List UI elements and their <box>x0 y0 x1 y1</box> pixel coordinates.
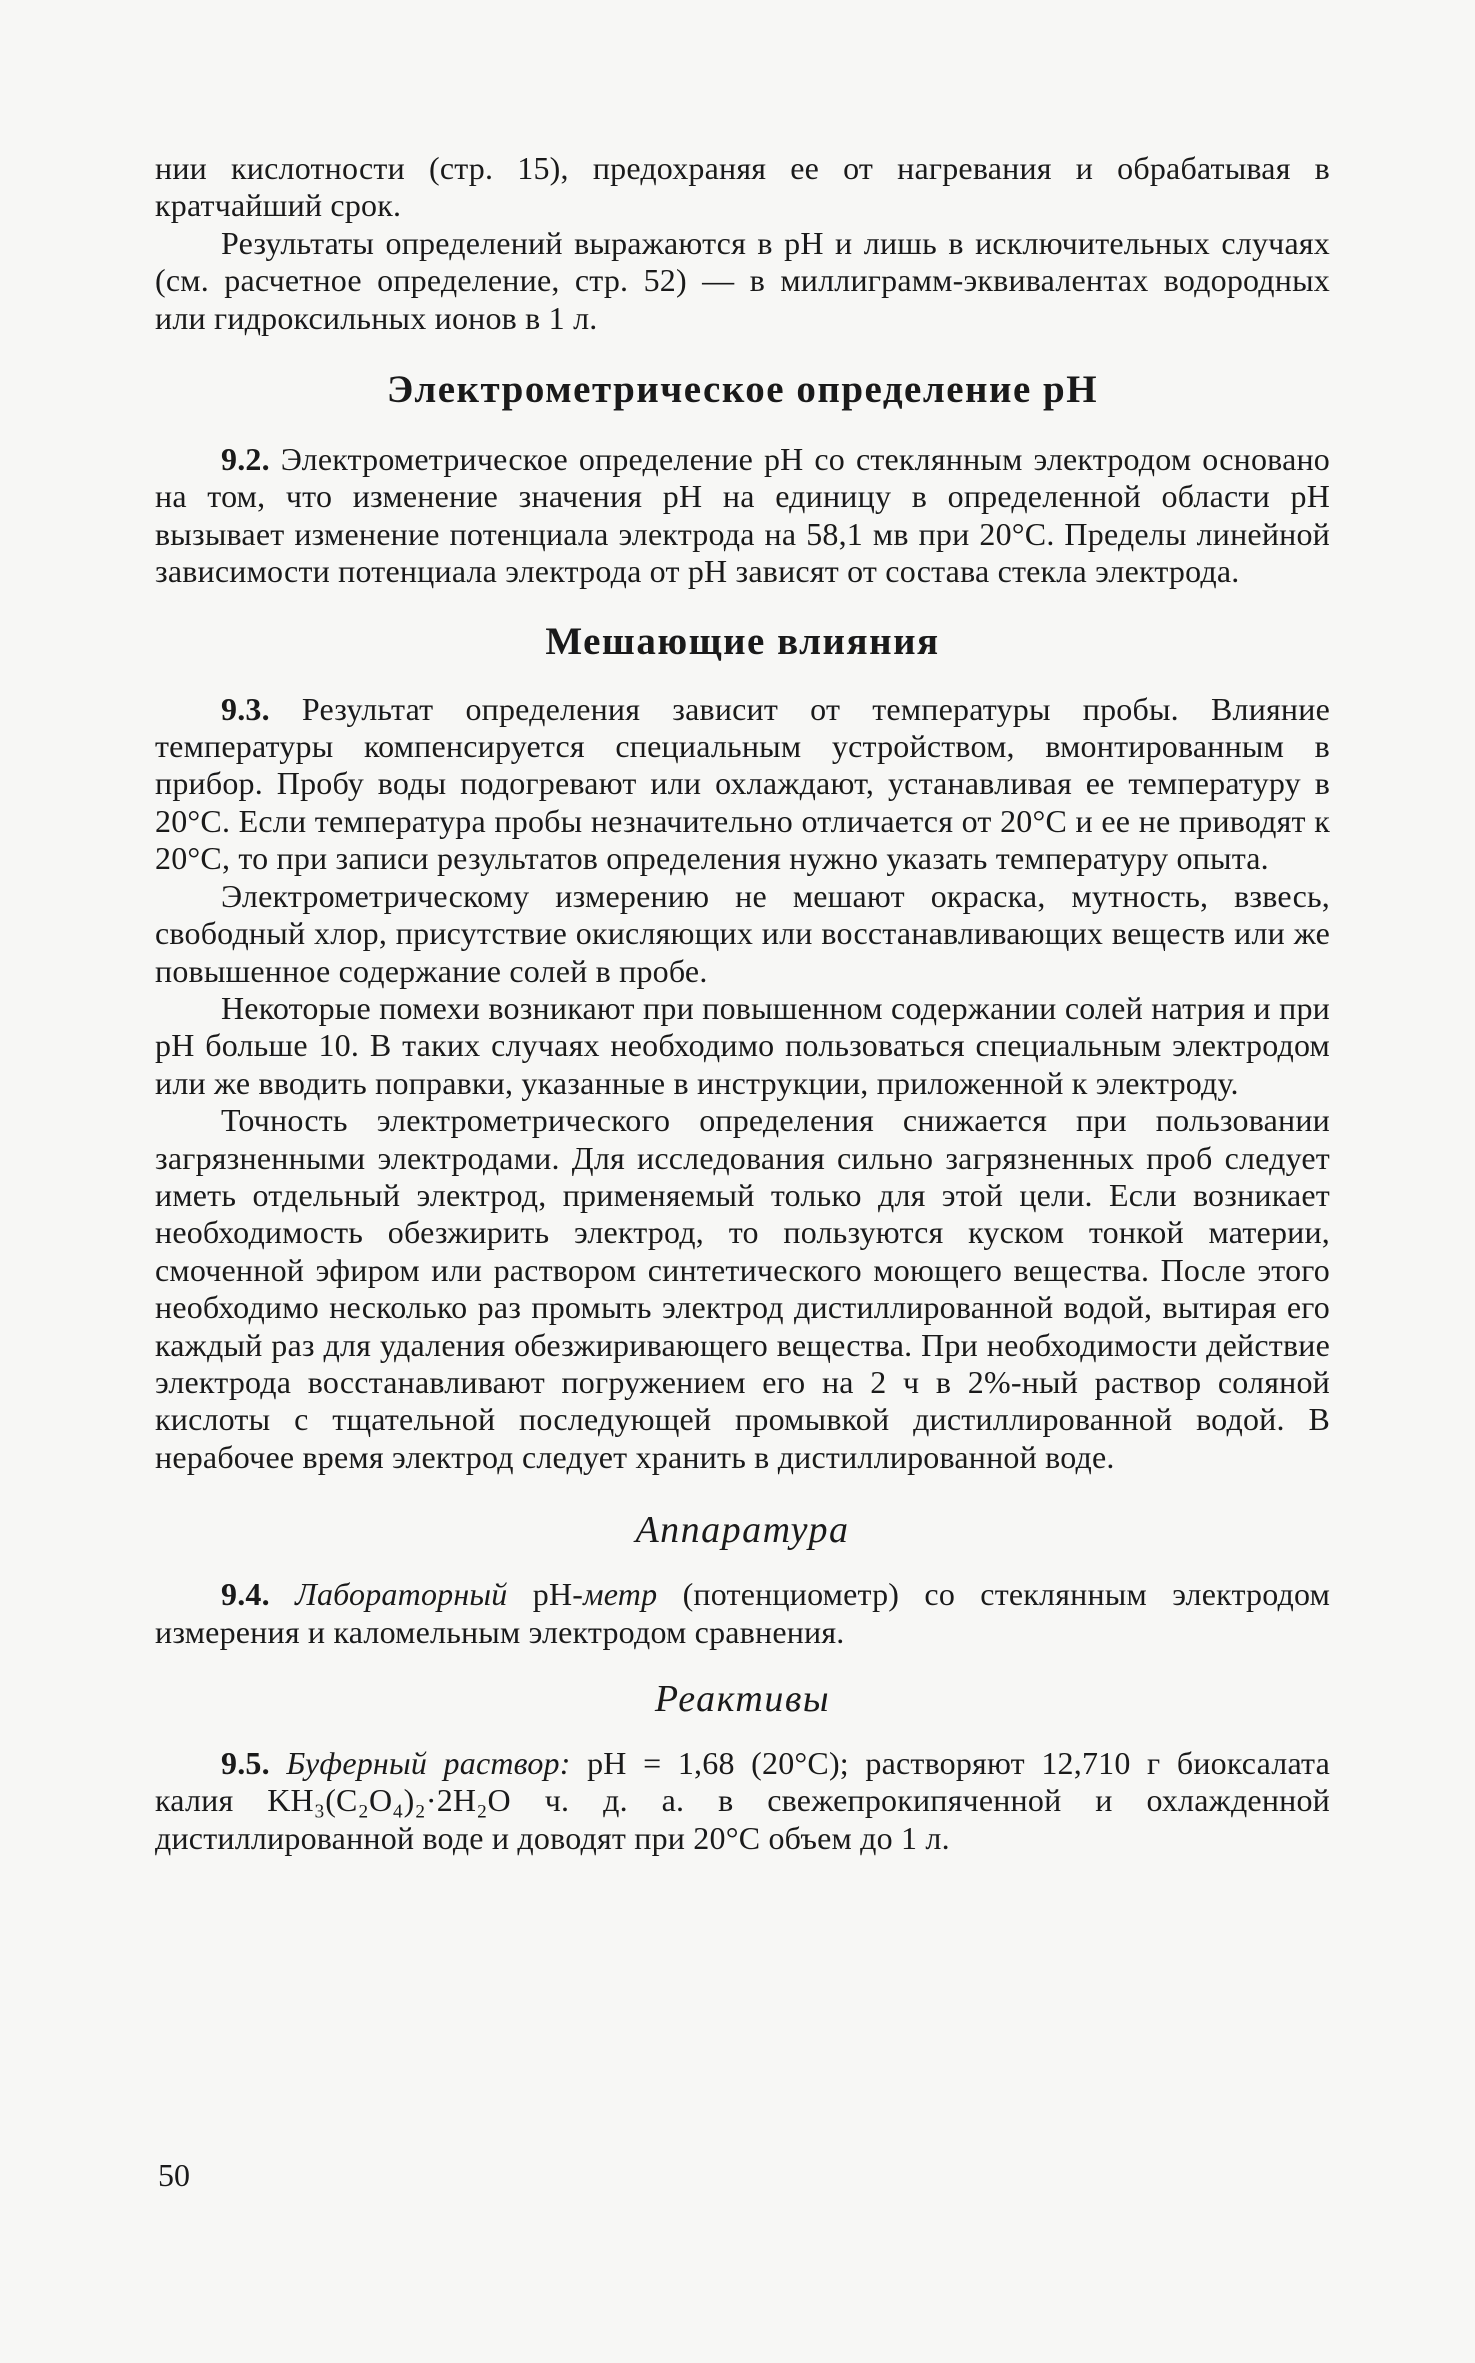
section-heading-electrometric: Электрометрическое определение pH <box>386 368 1099 412</box>
page-number: 50 <box>158 2157 190 2193</box>
paragraph-interference-2: Электрометрическому измерению не мешают окраска, мутность, взвесь, свободный хлор, присутствие окисляющих или восстанавливающих веществ или же повышенное содержание солей в пробе. <box>155 877 1330 989</box>
section-heading-interference: Мешающие влияния <box>545 619 940 663</box>
paragraph-9-2-text: Электрометрическое определение pH со стеклянным электродом основано на том, что изменение значения pH на единицу в определенной области pH вызывает изменение потенциала электрода на 58,1 мв при 20°С. Пределы линейной зависимости потенциала электрода от pH зависят от состава стекла электрода. <box>155 441 1330 590</box>
section-number-9-4: 9.4. <box>221 1576 270 1613</box>
paragraph-9-5-text: pH = 1,68 (20°С); растворяют 12,710 г биоксалата калия KH₃(C₂O₄)₂·2H₂O ч. д. а. в свежепрокипяченной и охлажденной дистиллированной воде и доводят при 20°С объем до 1 л. <box>155 1745 1331 1856</box>
section-number-9-2: 9.2. <box>221 441 270 478</box>
reagent-term: Буферный раствор: <box>286 1745 571 1781</box>
section-number-9-5: 9.5. <box>221 1745 270 1781</box>
section-heading-apparatus: Аппаратура <box>635 1509 850 1552</box>
intro-paragraph-1: нии кислотности (стр. 15), предохраняя ее от нагревания и обрабатывая в кратчайший срок. <box>155 150 1330 224</box>
page-content <box>155 150 1330 1857</box>
section-heading-reagents: Реактивы <box>654 1678 831 1720</box>
paragraph-9-3 <box>155 691 1330 878</box>
apparatus-term-1: Лабораторный <box>295 1576 508 1613</box>
section-number-9-3: 9.3. <box>221 690 270 727</box>
intro-paragraph-2: Результаты определений выражаются в pH и лишь в исключительных случаях (см. расчетное определение, стр. 52) — в миллиграмм-эквивалентах водородных или гидроксильных ионов в 1 л. <box>155 224 1330 336</box>
paragraph-interference-4: Точность электрометрического определения снижается при пользовании загрязненными электродами. Для исследования сильно загрязненных проб следует иметь отдельный электрод, применяемый только для этой цели. Если возникает необходимость обезжирить электрод, то пользуются куском тонкой материи, смоченной эфиром или раствором синтетического моющего вещества. После этого необходимо несколько раз промыть электрод дистиллированной водой, вытирая его каждый раз для удаления обезжиривающего вещества. При необходимости действие электрода восстанавливают погружением его на 2 ч в 2%-ный раствор соляной кислоты с тщательной последующей промывкой дистиллированной водой. В нерабочее время электрод следует хранить в дистиллированной воде. <box>155 1102 1330 1475</box>
paragraph-9-3-text: Результат определения зависит от температуры пробы. Влияние температуры компенсируется специальным устройством, вмонтированным в прибор. Пробу воды подогревают или охлаждают, устанавливая ее температуру в 20°С. Если температура пробы незначительно отличается от 20°С и ее не приводят к 20°С, то при записи результатов определения нужно указать температуру опыта. <box>155 690 1330 877</box>
paragraph-9-2 <box>155 441 1330 591</box>
apparatus-term-2: метр <box>583 1576 658 1613</box>
paragraph-9-4-text: (потенциометр) со стеклянным электродом измерения и каломельным электродом сравнения. <box>155 1576 1331 1650</box>
paragraph-9-5 <box>155 1745 1330 1857</box>
paragraph-interference-3: Некоторые помехи возникают при повышенном содержании солей натрия и при pH больше 10. В таких случаях необходимо пользоваться специальным электродом или же вводить поправки, указанные в инструкции, приложенной к электроду. <box>155 989 1330 1101</box>
paragraph-9-4 <box>155 1576 1330 1651</box>
apparatus-term-ph: pH- <box>532 1576 584 1613</box>
